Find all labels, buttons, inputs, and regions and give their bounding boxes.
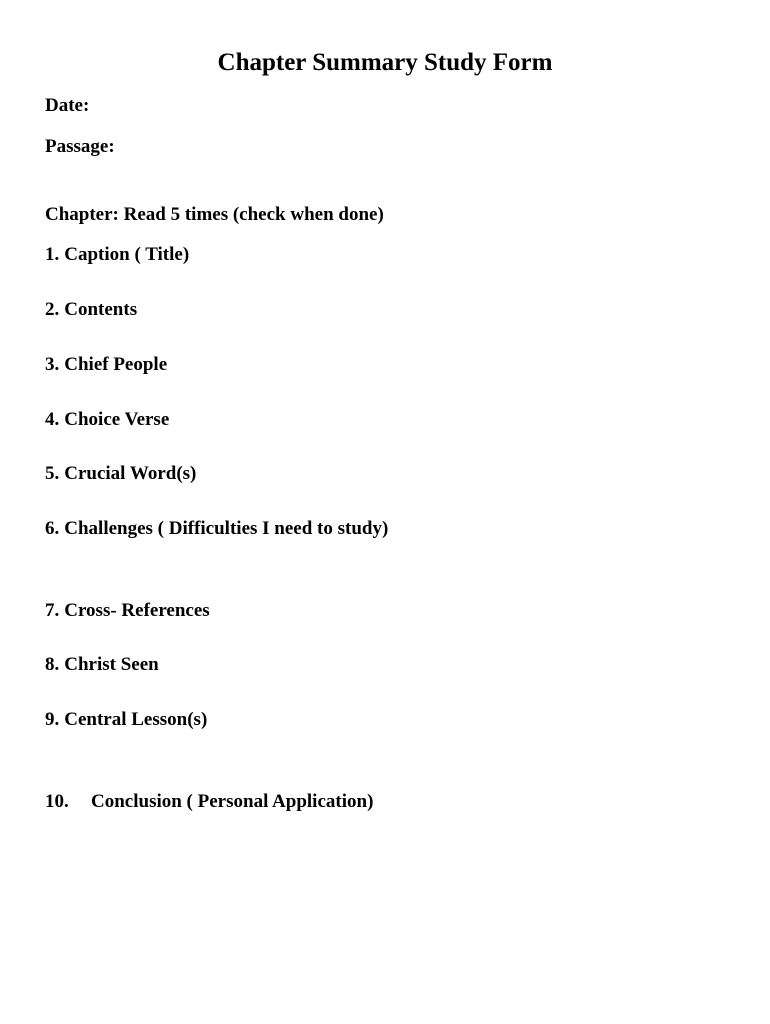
list-item-christ-seen [45, 653, 159, 677]
list-item-contents [45, 298, 137, 322]
item-label: Crucial Word(s) [64, 463, 197, 484]
item-number: 9. [45, 709, 60, 730]
list-item-choice-verse [45, 408, 169, 432]
list-item-conclusion [45, 790, 373, 814]
passage-label: Passage: [45, 136, 115, 157]
item-number: 10. [45, 791, 69, 812]
item-label: Chief People [64, 354, 168, 375]
item-label: Central Lesson(s) [64, 709, 208, 730]
list-item-chief-people [45, 353, 167, 377]
list-item-caption [45, 243, 189, 267]
item-label: Conclusion ( Personal Application) [91, 791, 374, 812]
item-label: Cross- References [64, 600, 210, 621]
list-item-central-lessons [45, 708, 207, 732]
item-number: 7. [45, 600, 60, 621]
item-number: 6. [45, 518, 60, 539]
list-item-crucial-words [45, 462, 196, 486]
item-number: 3. [45, 354, 60, 375]
page-title: Chapter Summary Study Form [217, 49, 553, 76]
item-number: 4. [45, 409, 60, 430]
chapter-instruction: Chapter: Read 5 times (check when done) [45, 204, 384, 225]
item-number: 8. [45, 654, 60, 675]
item-label: Christ Seen [64, 654, 159, 675]
item-number: 2. [45, 299, 60, 320]
item-label: Caption ( Title) [64, 244, 190, 265]
item-label: Contents [64, 299, 138, 320]
list-item-cross-references [45, 599, 210, 623]
item-label: Challenges ( Difficulties I need to study) [64, 518, 389, 539]
item-number: 1. [45, 244, 60, 265]
item-label: Choice Verse [64, 409, 170, 430]
date-label: Date: [45, 95, 90, 116]
list-item-challenges [45, 517, 388, 541]
item-number: 5. [45, 463, 60, 484]
